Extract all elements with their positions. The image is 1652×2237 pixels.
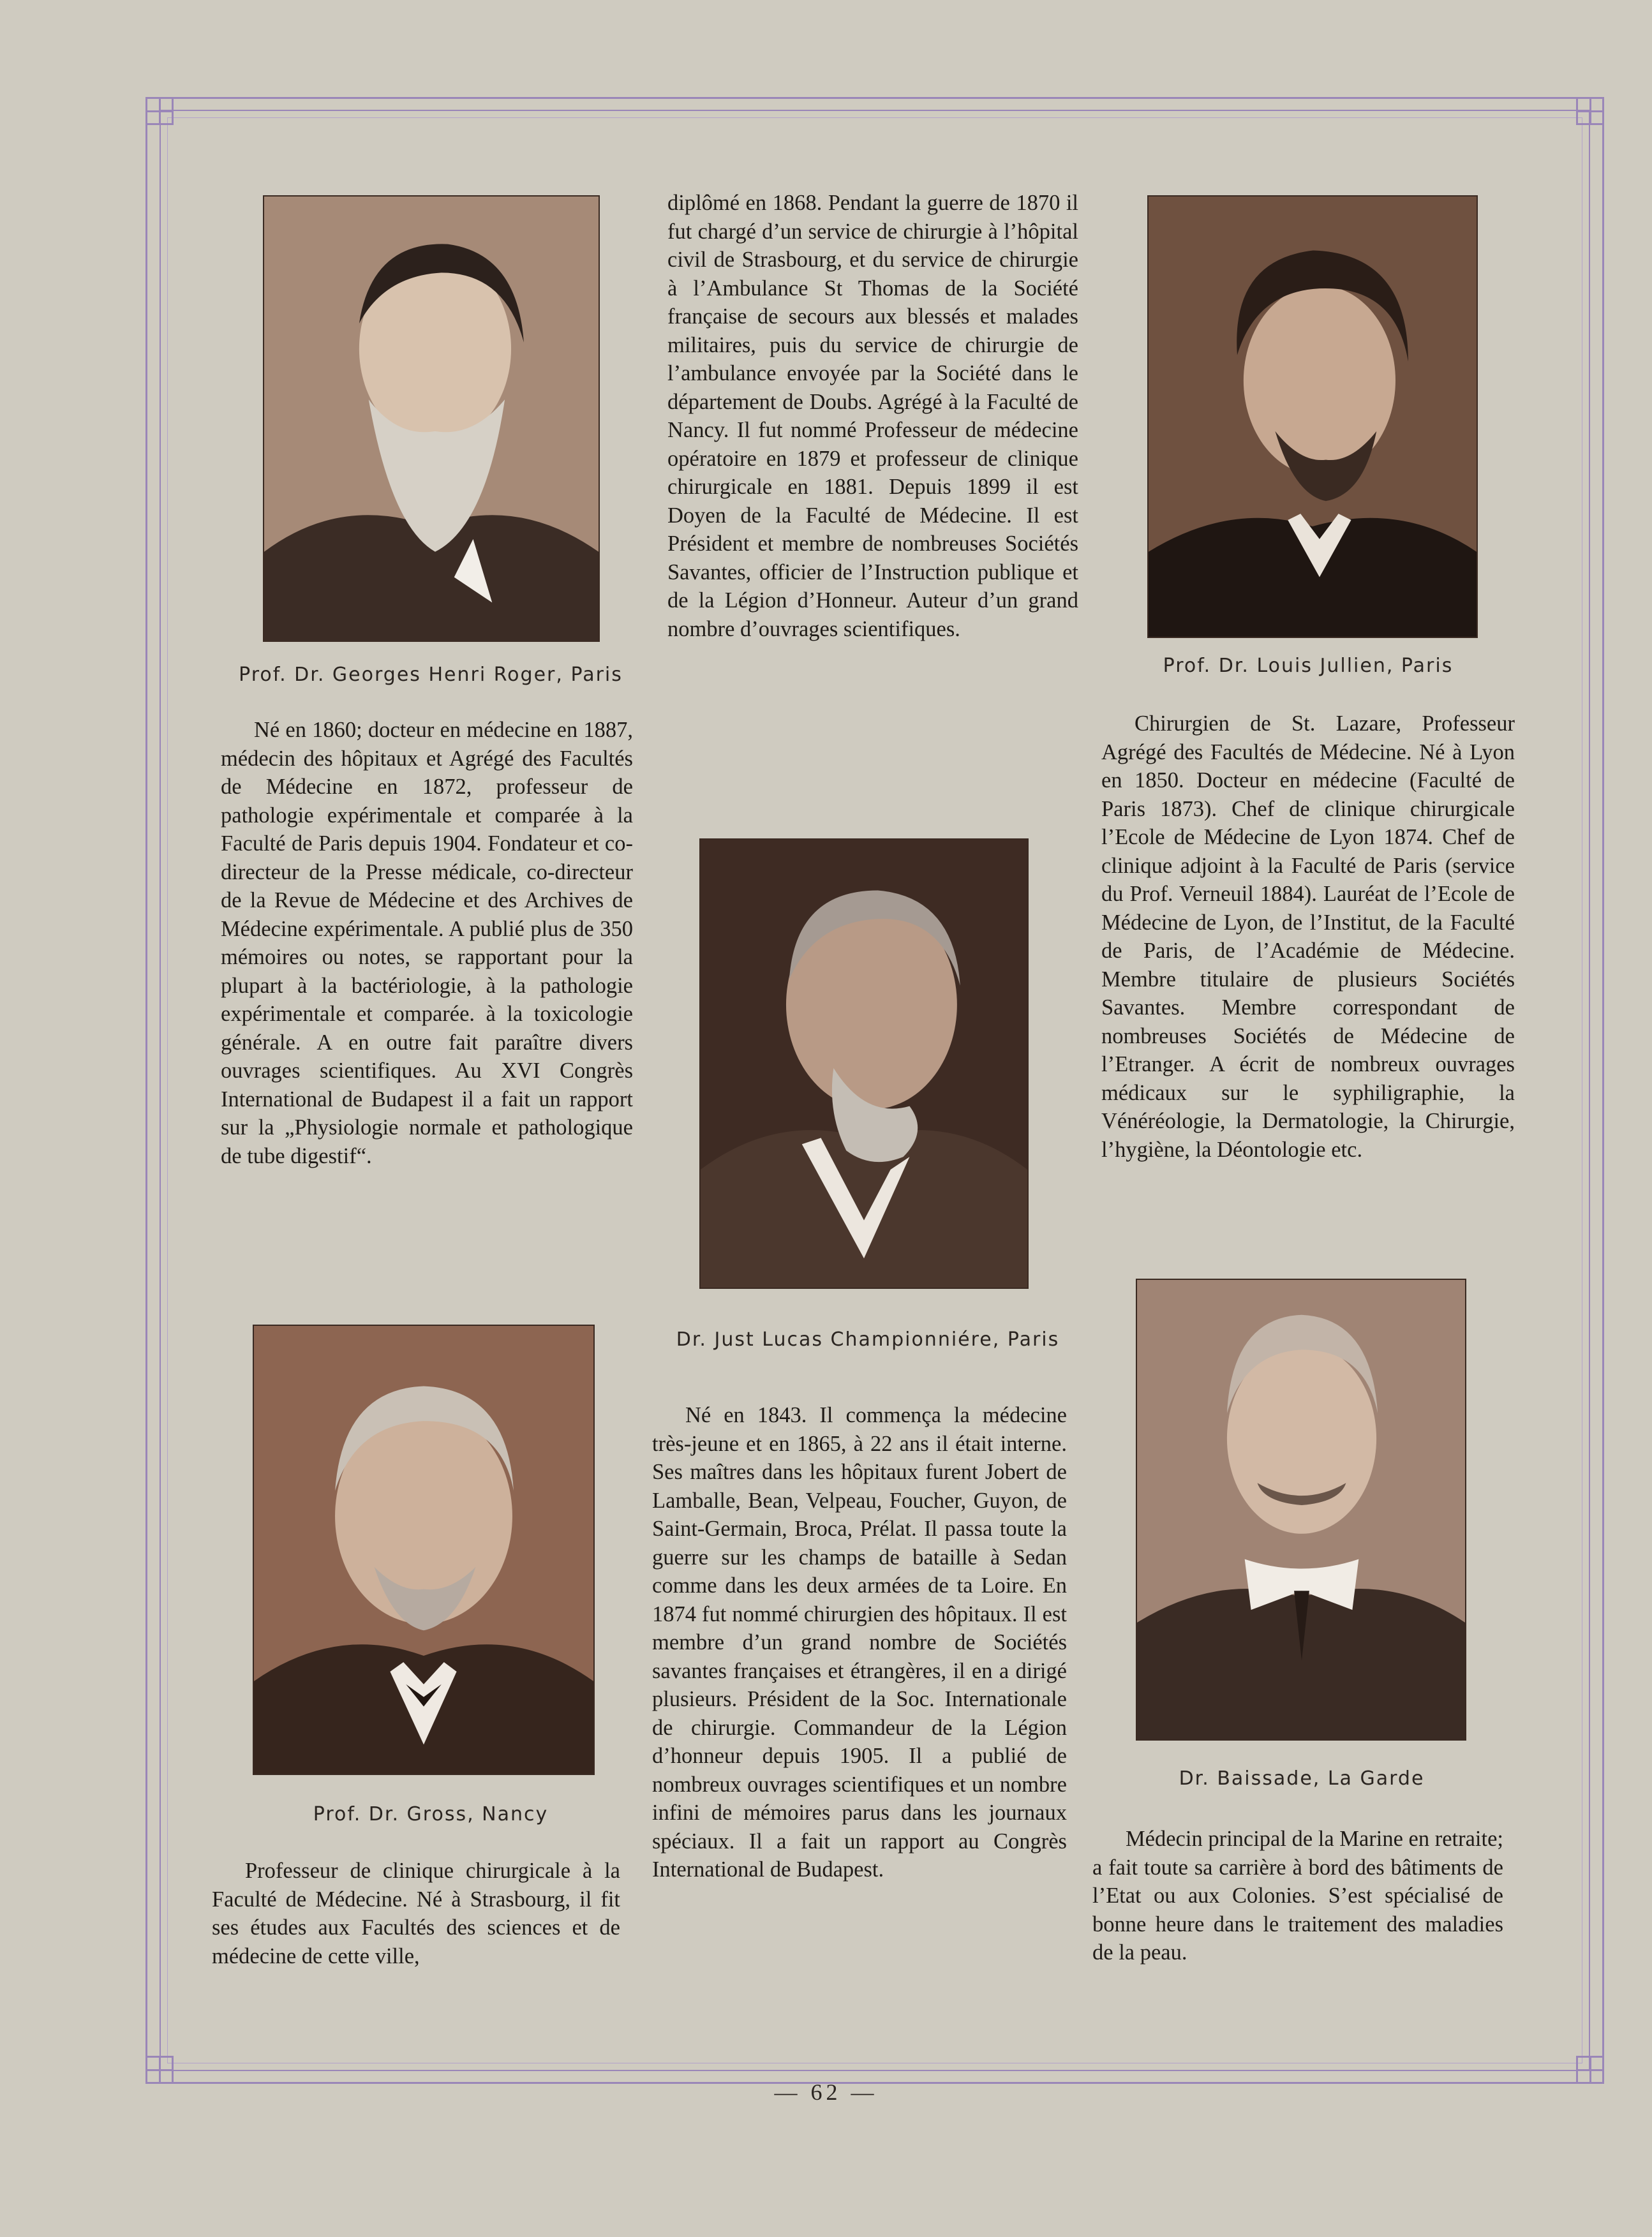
bio-text-jullien [1101, 710, 1515, 1164]
portrait-photo-jullien [1147, 195, 1478, 638]
bio-text-baissade [1092, 1825, 1503, 1967]
caption-gross: Prof. Dr. Gross, Nancy [313, 1803, 549, 1825]
page-number: — 62 — [774, 2079, 878, 2105]
portrait-photo-roger [263, 195, 600, 642]
bio-paragraph: Chirurgien de St. Lazare, Professeur Agrégé des Facultés de Médecine. Né à Lyon en 1850. Docteur en médecine (Faculté de Paris 1873). Chef de clinique chirurgicale l’Ecole de Médecine de Lyon 1874. Chef de clinique adjoint à la Faculté de Paris (service du Prof. Verneuil 1884). Lauréat de l’Ecole de Médecine de Lyon, de l’Institut, de la Faculté de Paris, de l’Académie de Médecine. Membre titulaire de plusieurs Sociétés Savantes. Membre correspondant de nombreuses Sociétés de Médecine de l’Etranger. A écrit de nombreux ouvrages médicaux sur le syphiligraphie, la Vénéréologie, la Dermatologie, la Chirurgie, l’hygiène, la Déontologie etc. [1101, 711, 1515, 1162]
border-corner-ornament [1576, 97, 1604, 125]
bio-paragraph-continued: diplômé en 1868. Pendant la guerre de 1870 il fut chargé d’un service de chirurgie à l’hôpital civil de Strasbourg, et du service de chirurgie à l’Ambulance St Thomas de la Société française de secours aux blessés et malades militaires, puis du service de chirurgie de l’ambulance envoyée par la Société dans le département de Doubs. Agrégé à la Faculté de Nancy. Il fut nommé Professeur de médecine opératoire en 1879 et professeur de clinique chirurgicale en 1881. Depuis 1899 il est Doyen de la Faculté de Médecine. Il est Président et membre de nombreuses Sociétés Savantes, officier de l’Instruction publique et de la Légion d’Honneur. Auteur d’un grand nombre d’ouvrages scientifiques. [667, 191, 1078, 641]
caption-roger: Prof. Dr. Georges Henri Roger, Paris [239, 664, 623, 686]
bio-text-roger [221, 716, 633, 1170]
bio-paragraph: Professeur de clinique chirurgicale à la Faculté de Médecine. Né à Strasbourg, il fit ses études aux Facultés des sciences et de médecine de cette ville, [212, 1859, 620, 1968]
bio-paragraph: Médecin principal de la Marine en retraite; a fait toute sa carrière à bord des bâtiments de l’Etat ou aux Colonies. S’est spécialisé de bonne heure dans le traitement des maladies de la peau. [1092, 1827, 1503, 1965]
bio-paragraph: Né en 1860; docteur en médecine en 1887, médecin des hôpitaux et Agrégé des Facultés de Médecine en 1872, professeur de pathologie expérimentale et comparée à la Faculté de Paris depuis 1904. Fondateur et co-directeur de la Presse médicale, co-directeur de la Revue de Médecine et des Archives de Médecine expérimentale. A publié plus de 350 mémoires ou notes, se rapportant pour la plupart à la bactériologie, à la pathologie expérimentale et comparée. à la toxicologie générale. A en outre fait paraître divers ouvrages scientifiques. Au XVI Congrès International de Budapest il a fait un rapport sur la „Physiologie normale et pathologique de tube digestif“. [221, 718, 633, 1168]
portrait-photo-baissade [1136, 1279, 1466, 1741]
bio-paragraph: Né en 1843. Il commença la médecine très-jeune et en 1865, à 22 ans il était interne. Ses maîtres dans les hôpitaux furent Jobert de Lamballe, Bean, Velpeau, Foucher, Guyon, de Saint-Germain, Broca, Prélat. Il passa toute la guerre sur les champs de bataille à Sedan comme dans les deux armées de ta Loire. En 1874 fut nommé chirurgien des hôpitaux. Il est membre d’un grand nombre de Sociétés savantes françaises et étrangères, il en a dirigé plusieurs. Président de la Soc. Internationale de chirurgie. Commandeur de la Légion d’honneur depuis 1905. Il a publié de nombreux ouvrages scientifiques et un nombre infini de mémoires parus dans les journaux spéciaux. Il a fait un rapport au Congrès International de Budapest. [652, 1403, 1067, 1882]
portrait-photo-championniere [699, 838, 1029, 1289]
bio-text-gross-continued [667, 189, 1078, 643]
caption-jullien: Prof. Dr. Louis Jullien, Paris [1163, 655, 1454, 677]
border-corner-ornament [145, 97, 174, 125]
bio-text-gross [212, 1857, 620, 1970]
caption-championniere: Dr. Just Lucas Championniére, Paris [676, 1328, 1060, 1351]
bio-text-championniere [652, 1401, 1067, 1884]
portrait-photo-gross [253, 1325, 595, 1775]
caption-baissade: Dr. Baissade, La Garde [1179, 1767, 1425, 1790]
